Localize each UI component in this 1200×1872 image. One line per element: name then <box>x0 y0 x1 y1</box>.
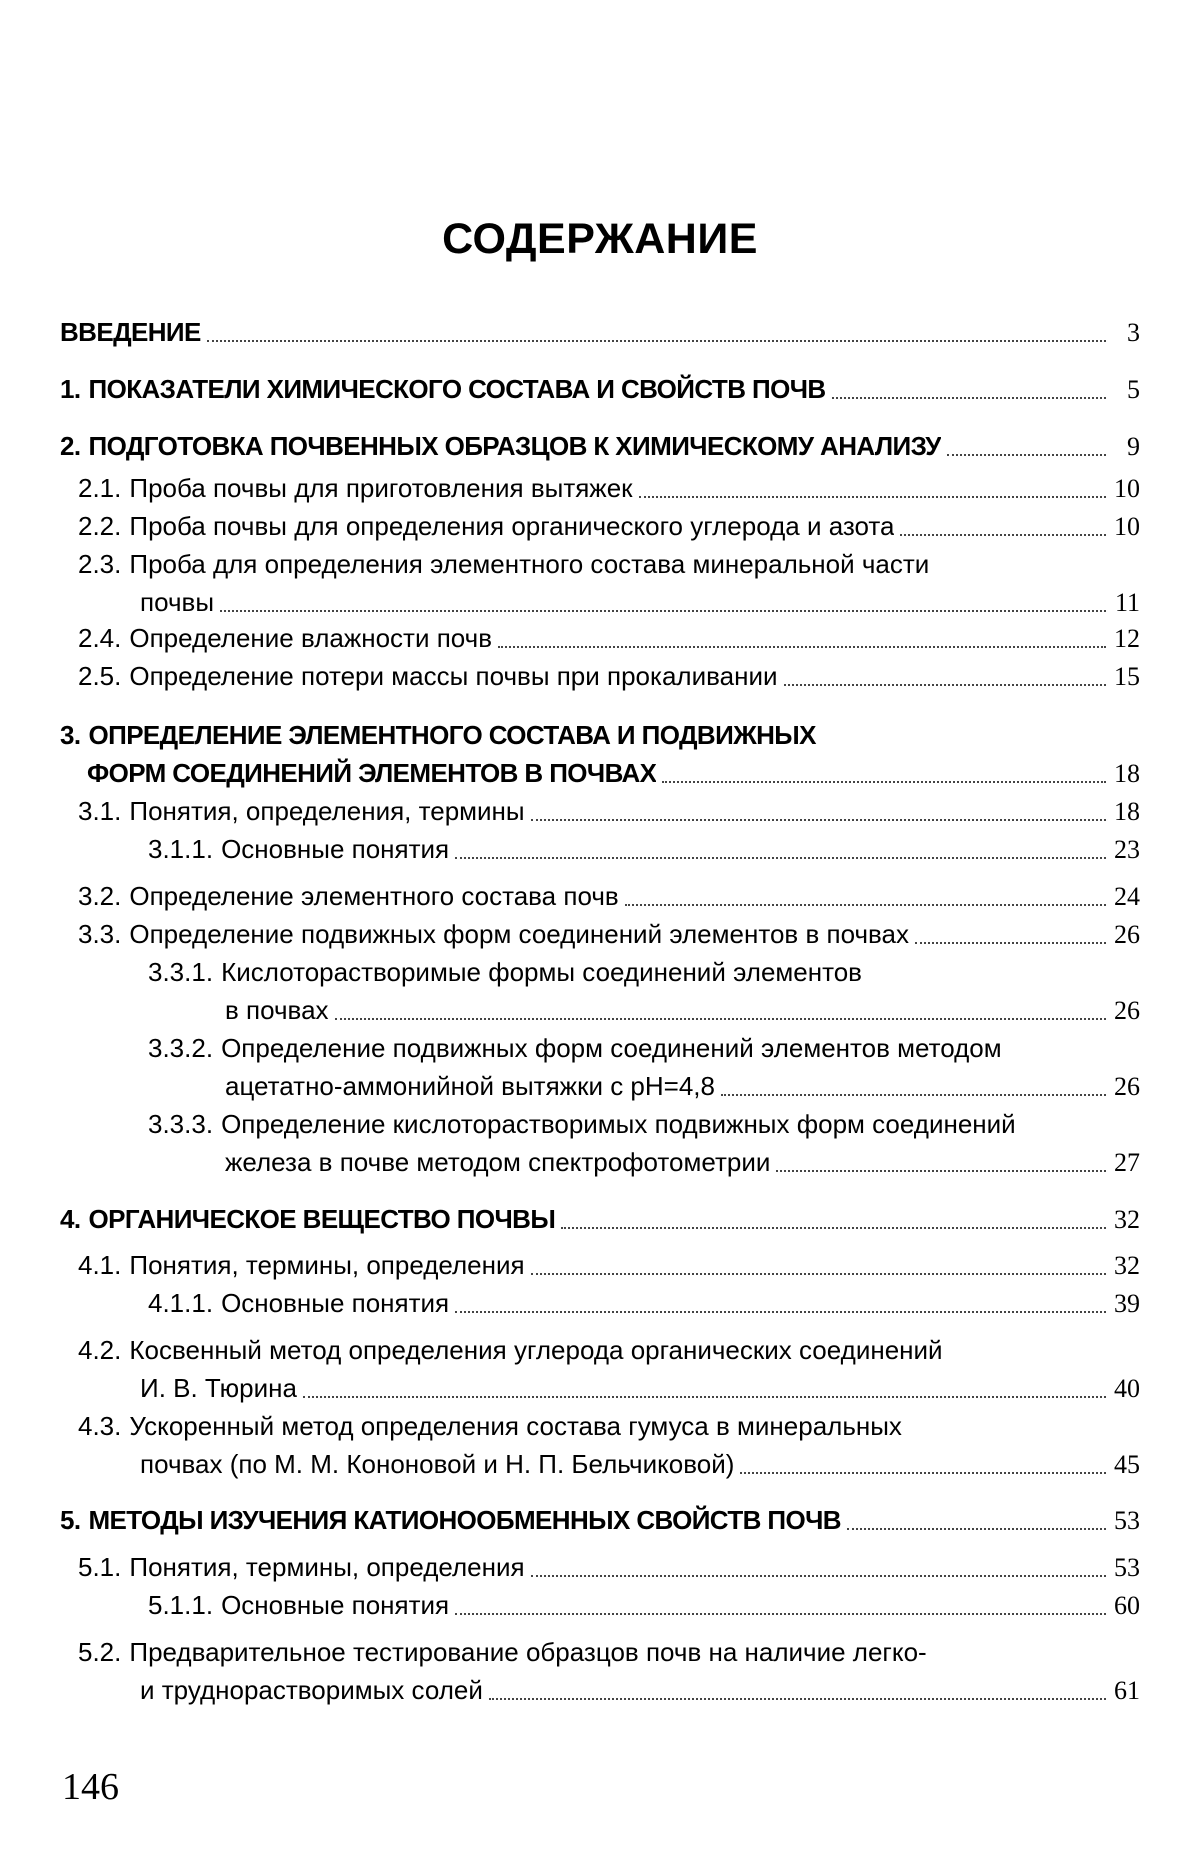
toc-entry-page: 60 <box>1114 1591 1140 1620</box>
toc-entry-title: Предварительное тестирование образцов почв на наличие легко- <box>129 1637 927 1667</box>
toc-entry-page: 12 <box>1114 624 1140 653</box>
dot-leader <box>207 338 1106 342</box>
dot-leader <box>776 1168 1106 1172</box>
toc-entry-title: Проба для определения элементного состава минеральной части <box>129 549 930 579</box>
toc-entry-title: почвах (по М. М. Кононовой и Н. П. Бельчиковой) <box>140 1449 735 1479</box>
toc-entry-page: 26 <box>1114 920 1140 949</box>
toc-entry-page: 26 <box>1114 1072 1140 1101</box>
toc-entry-number: 2.3. <box>78 549 122 579</box>
toc-entry[interactable] <box>60 657 1140 695</box>
toc-entry-page: 18 <box>1114 759 1140 788</box>
toc-entry-number: 4. <box>60 1204 81 1234</box>
toc-entry-title: Основные понятия <box>221 1288 450 1318</box>
toc-entry-page: 11 <box>1114 588 1140 617</box>
toc-entry-page: 24 <box>1114 882 1140 911</box>
toc-entry-number: 2. <box>60 431 81 461</box>
toc-entry-page: 40 <box>1114 1374 1140 1403</box>
toc-entry[interactable] <box>60 507 1140 545</box>
toc-entry[interactable] <box>60 469 1140 507</box>
toc-entry-number: 4.1. <box>78 1250 122 1280</box>
toc-entry-title: Проба почвы для приготовления вытяжек <box>129 473 633 503</box>
toc-entry[interactable] <box>60 1105 1140 1181</box>
toc-entry[interactable] <box>60 1548 1140 1586</box>
dot-leader <box>531 1573 1106 1577</box>
page-title: СОДЕРЖАНИЕ <box>442 215 758 263</box>
toc-entry-page: 23 <box>1114 835 1140 864</box>
dot-leader <box>561 1225 1106 1229</box>
toc-entry-title: МЕТОДЫ ИЗУЧЕНИЯ КАТИОНООБМЕННЫХ СВОЙСТВ ПОЧВ <box>88 1505 841 1535</box>
toc-entry-title: ФОРМ СОЕДИНЕНИЙ ЭЛЕМЕНТОВ В ПОЧВАХ <box>87 758 657 788</box>
dot-leader <box>740 1470 1106 1474</box>
toc-entry-page: 9 <box>1127 432 1140 461</box>
toc-entry[interactable] <box>60 1633 1140 1709</box>
toc-entry-title: Кислоторастворимые формы соединений элементов <box>221 957 862 987</box>
dot-leader <box>531 1271 1106 1275</box>
toc-entry-page: 53 <box>1114 1506 1140 1535</box>
dot-leader <box>625 902 1106 906</box>
toc-entry[interactable] <box>60 953 1140 1029</box>
toc-entry-number: 2.2. <box>78 511 122 541</box>
toc-entry-number: 2.1. <box>78 473 122 503</box>
toc-entry[interactable] <box>60 1029 1140 1105</box>
toc-entry-number: 1. <box>60 374 81 404</box>
dot-leader <box>915 940 1106 944</box>
toc-entry-page: 39 <box>1114 1289 1140 1318</box>
toc-entry-title: почвы <box>140 587 215 617</box>
dot-leader <box>832 395 1106 399</box>
toc-entry-title: и труднорастворимых солей <box>140 1675 483 1705</box>
toc-entry-number: 3.1.1. <box>148 834 214 864</box>
toc-entry-page: 18 <box>1114 797 1140 826</box>
toc-entry-page: 26 <box>1114 996 1140 1025</box>
toc-entry[interactable] <box>60 370 1140 408</box>
toc-entry-title: Понятия, термины, определения <box>129 1250 525 1280</box>
dot-leader <box>455 1611 1106 1615</box>
dot-leader <box>498 644 1106 648</box>
toc-entry-page: 45 <box>1114 1450 1140 1479</box>
dot-leader <box>335 1016 1106 1020</box>
toc-entry[interactable] <box>60 1407 1140 1483</box>
toc-entry-page: 15 <box>1114 662 1140 691</box>
dot-leader <box>639 494 1106 498</box>
dot-leader <box>721 1092 1106 1096</box>
dot-leader <box>489 1696 1106 1700</box>
toc-entry[interactable] <box>60 1501 1140 1539</box>
toc-entry-title: в почвах <box>225 995 329 1025</box>
dot-leader <box>455 1309 1106 1313</box>
toc-entry-number: 2.5. <box>78 661 122 691</box>
toc-entry-title: Основные понятия <box>221 834 450 864</box>
dot-leader <box>662 779 1106 783</box>
dot-leader <box>531 817 1106 821</box>
toc-entry-page: 32 <box>1114 1251 1140 1280</box>
toc-entry-title: Проба почвы для определения органического углерода и азота <box>129 511 895 541</box>
toc-entry-number: 5.1. <box>78 1552 122 1582</box>
toc-entry-number: 3.2. <box>78 881 122 911</box>
toc-entry-title: Определение подвижных форм соединений элементов методом <box>221 1033 1002 1063</box>
toc-entry-page: 10 <box>1114 474 1140 503</box>
toc-entry-page: 32 <box>1114 1205 1140 1234</box>
toc-entry-page: 10 <box>1114 512 1140 541</box>
toc-entry[interactable] <box>60 877 1140 915</box>
toc-entry-page: 53 <box>1114 1553 1140 1582</box>
toc-entry[interactable] <box>60 830 1140 868</box>
toc-entry-title: ОПРЕДЕЛЕНИЕ ЭЛЕМЕНТНОГО СОСТАВА И ПОДВИЖНЫХ <box>88 720 816 750</box>
toc-entry-number: 3.3.3. <box>148 1109 214 1139</box>
toc-entry[interactable] <box>60 1200 1140 1238</box>
toc-entry-number: 3. <box>60 720 81 750</box>
toc-entry-number: 3.3.2. <box>148 1033 214 1063</box>
toc-entry[interactable] <box>60 619 1140 657</box>
toc-entry-number: 3.3.1. <box>148 957 214 987</box>
toc-entry-title: ВВЕДЕНИЕ <box>60 317 201 347</box>
toc-entry-number: 5.2. <box>78 1637 122 1667</box>
toc-entry-title: Косвенный метод определения углерода органических соединений <box>129 1335 943 1365</box>
dot-leader <box>303 1394 1106 1398</box>
page-number: 146 <box>62 1766 119 1808</box>
toc-entry-page: 27 <box>1114 1148 1140 1177</box>
dot-leader <box>900 532 1106 536</box>
toc-entry-title: Ускоренный метод определения состава гумуса в минеральных <box>129 1411 902 1441</box>
toc-entry-title: Понятия, термины, определения <box>129 1552 525 1582</box>
toc-entry-title: Основные понятия <box>221 1590 450 1620</box>
toc-entry[interactable] <box>60 792 1140 830</box>
toc-entry[interactable] <box>60 1586 1140 1624</box>
toc-entry[interactable] <box>60 1284 1140 1322</box>
toc-entry-title: Определение кислоторастворимых подвижных форм соединений <box>221 1109 1016 1139</box>
toc-entry-title: ПОКАЗАТЕЛИ ХИМИЧЕСКОГО СОСТАВА И СВОЙСТВ ПОЧВ <box>88 374 826 404</box>
toc-entry-number: 4.2. <box>78 1335 122 1365</box>
toc-entry-page: 61 <box>1114 1676 1140 1705</box>
toc-entry-number: 5. <box>60 1505 81 1535</box>
toc-entry-title: Определение влажности почв <box>129 623 493 653</box>
toc-entry-number: 5.1.1. <box>148 1590 214 1620</box>
toc-entry[interactable] <box>60 1331 1140 1407</box>
toc-entry-title: железа в почве методом спектрофотометрии <box>225 1147 771 1177</box>
toc-entry-title: ОРГАНИЧЕСКОЕ ВЕЩЕСТВО ПОЧВЫ <box>88 1204 556 1234</box>
toc-entry-number: 3.3. <box>78 919 122 949</box>
toc-entry[interactable] <box>60 313 1140 351</box>
toc-entry-page: 5 <box>1127 375 1140 404</box>
toc-entry-title: Определение подвижных форм соединений элементов в почвах <box>129 919 909 949</box>
toc-entry-number: 3.1. <box>78 796 122 826</box>
toc-entry-number: 4.3. <box>78 1411 122 1441</box>
dot-leader <box>847 1526 1106 1530</box>
toc-entry-title: Понятия, определения, термины <box>129 796 525 826</box>
toc-entry[interactable] <box>60 545 1140 621</box>
toc-entry-title: ацетатно-аммонийной вытяжки с pH=4,8 <box>225 1071 715 1101</box>
toc-entry-title: Определение потери массы почвы при прокаливании <box>129 661 778 691</box>
dot-leader <box>947 452 1106 456</box>
dot-leader <box>455 855 1106 859</box>
toc-entry[interactable] <box>60 915 1140 953</box>
toc-entry-page: 3 <box>1127 318 1140 347</box>
toc-entry[interactable] <box>60 1246 1140 1284</box>
dot-leader <box>784 682 1107 686</box>
toc-entry-number: 2.4. <box>78 623 122 653</box>
toc-entry-title: ПОДГОТОВКА ПОЧВЕННЫХ ОБРАЗЦОВ К ХИМИЧЕСКОМУ АНАЛИЗУ <box>88 431 941 461</box>
toc-entry-title: И. В. Тюрина <box>140 1373 297 1403</box>
toc-entry[interactable] <box>60 427 1140 465</box>
toc-entry[interactable] <box>60 716 1140 792</box>
toc-entry-number: 4.1.1. <box>148 1288 214 1318</box>
dot-leader <box>220 608 1106 612</box>
toc-entry-title: Определение элементного состава почв <box>129 881 619 911</box>
